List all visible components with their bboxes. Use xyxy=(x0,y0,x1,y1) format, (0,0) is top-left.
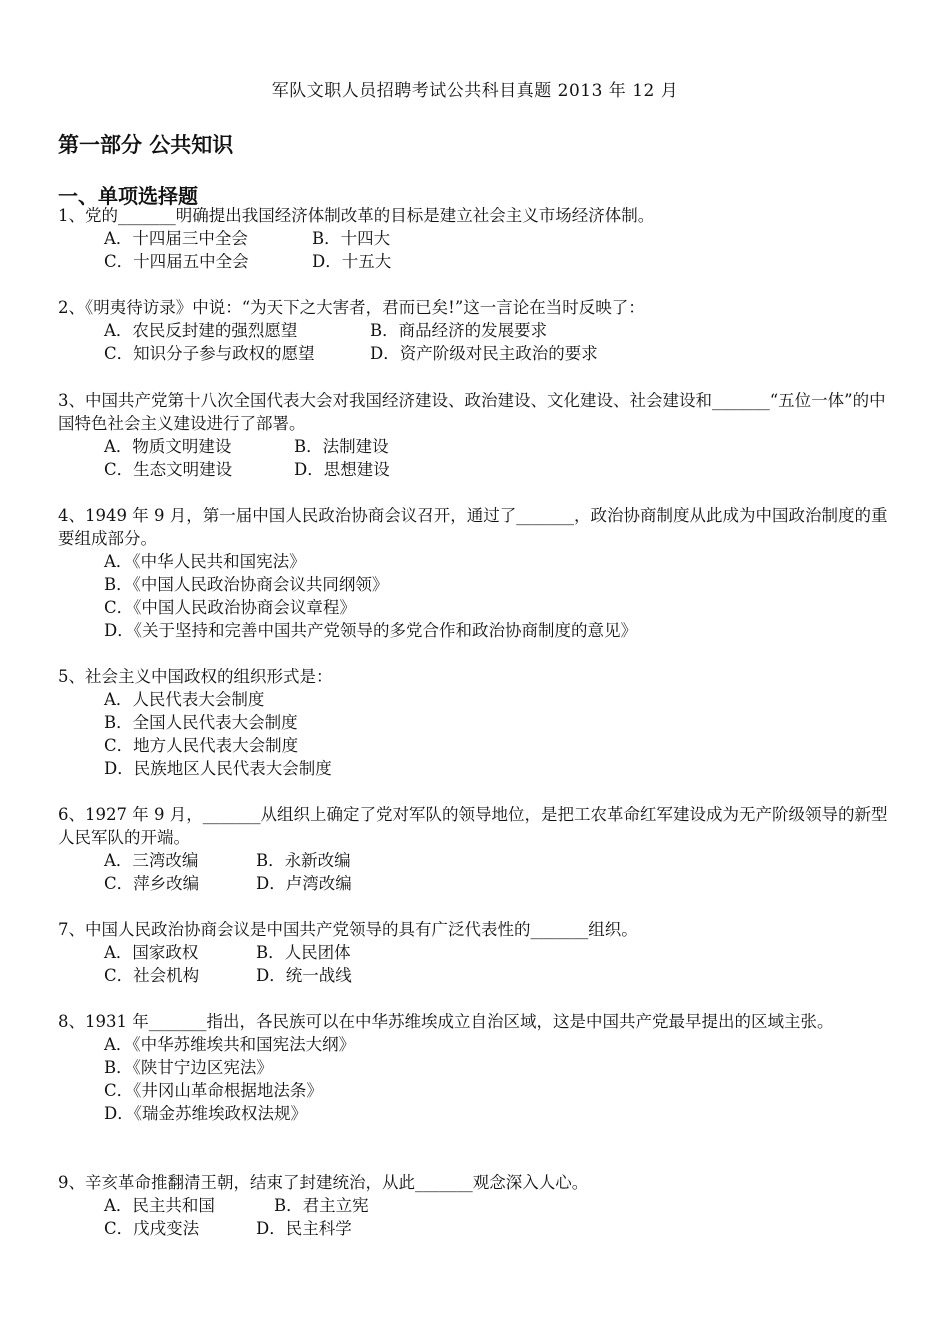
part-heading: 第一部分 公共知识 xyxy=(58,133,234,157)
option-b: B．《陕甘宁边区宪法》 xyxy=(104,1058,273,1077)
option-b: B．商品经济的发展要求 xyxy=(370,321,548,340)
option-c: C．萍乡改编 xyxy=(104,874,200,893)
option-d: D．十五大 xyxy=(312,252,392,271)
option-c: C．《中国人民政治协商会议章程》 xyxy=(104,598,356,617)
question-stem: 9、辛亥革命推翻清王朝，结束了封建统治，从此_______观念深入人心。 xyxy=(58,1173,589,1192)
question-8 xyxy=(58,1010,888,1125)
option-c: C．社会机构 xyxy=(104,966,200,985)
option-a: A．民主共和国 xyxy=(104,1196,215,1215)
option-a: A．十四届三中全会 xyxy=(104,229,248,248)
question-stem: 2、《明夷待访录》中说：“为天下之大害者，君而已矣!”这一言论在当时反映了： xyxy=(58,298,645,317)
question-1 xyxy=(58,204,888,273)
option-d: D．统一战线 xyxy=(256,966,352,985)
option-b: B．法制建设 xyxy=(294,437,389,456)
option-a: A．农民反封建的强烈愿望 xyxy=(104,321,298,340)
option-c: C．地方人民代表大会制度 xyxy=(104,736,299,755)
question-stem: 7、中国人民政治协商会议是中国共产党领导的具有广泛代表性的_______组织。 xyxy=(58,920,638,939)
option-b: B．永新改编 xyxy=(256,851,351,870)
question-2 xyxy=(58,296,888,365)
option-d: D．民主科学 xyxy=(256,1219,352,1238)
option-c: C．《井冈山革命根据地法条》 xyxy=(104,1081,323,1100)
question-5 xyxy=(58,665,888,780)
question-6 xyxy=(58,803,888,895)
document-title: 军队文职人员招聘考试公共科目真题 2013 年 12 月 xyxy=(271,81,679,101)
option-a: A．物质文明建设 xyxy=(104,437,232,456)
question-9 xyxy=(58,1171,888,1240)
option-c: C．戊戌变法 xyxy=(104,1219,200,1238)
question-7 xyxy=(58,918,888,987)
option-b: B．《中国人民政治协商会议共同纲领》 xyxy=(104,575,389,594)
question-stem: 3、中国共产党第十八次全国代表大会对我国经济建设、政治建设、文化建设、社会建设和_______“五位一体”的中国特色社会主义建设进行了部署。 xyxy=(58,391,886,433)
option-a: A．国家政权 xyxy=(104,943,199,962)
option-d: D．民族地区人民代表大会制度 xyxy=(104,759,332,778)
option-d: D．思想建设 xyxy=(294,460,390,479)
option-b: B．君主立宪 xyxy=(274,1196,369,1215)
question-stem: 4、1949 年 9 月，第一届中国人民政治协商会议召开，通过了_______，政治协商制度从此成为中国政治制度的重要组成部分。 xyxy=(58,506,888,548)
question-stem: 1、党的_______明确提出我国经济体制改革的目标是建立社会主义市场经济体制。 xyxy=(58,206,655,225)
option-b: B．十四大 xyxy=(312,229,391,248)
option-a: A．《中华苏维埃共和国宪法大纲》 xyxy=(104,1035,356,1054)
option-b: B．人民团体 xyxy=(256,943,351,962)
option-c: C．十四届五中全会 xyxy=(104,252,249,271)
section-heading: 一、单项选择题 xyxy=(58,184,198,208)
question-4 xyxy=(58,504,888,642)
option-d: D．《关于坚持和完善中国共产党领导的多党合作和政治协商制度的意见》 xyxy=(104,621,637,640)
option-d: D．资产阶级对民主政治的要求 xyxy=(370,344,598,363)
option-d: D．卢湾改编 xyxy=(256,874,352,893)
option-c: C．生态文明建设 xyxy=(104,460,233,479)
option-b: B．全国人民代表大会制度 xyxy=(104,713,298,732)
question-stem: 5、社会主义中国政权的组织形式是： xyxy=(58,667,333,686)
option-a: A．人民代表大会制度 xyxy=(104,690,265,709)
question-stem: 6、1927 年 9 月，_______从组织上确定了党对军队的领导地位，是把工农革命红军建设成为无产阶级领导的新型人民军队的开端。 xyxy=(58,805,888,847)
option-d: D．《瑞金苏维埃政权法规》 xyxy=(104,1104,307,1123)
option-a: A．《中华人民共和国宪法》 xyxy=(104,552,306,571)
option-a: A．三湾改编 xyxy=(104,851,199,870)
question-stem: 8、1931 年_______指出，各民族可以在中华苏维埃成立自治区域，这是中国共产党最早提出的区域主张。 xyxy=(58,1012,834,1031)
option-c: C．知识分子参与政权的愿望 xyxy=(104,344,315,363)
question-3 xyxy=(58,389,888,481)
